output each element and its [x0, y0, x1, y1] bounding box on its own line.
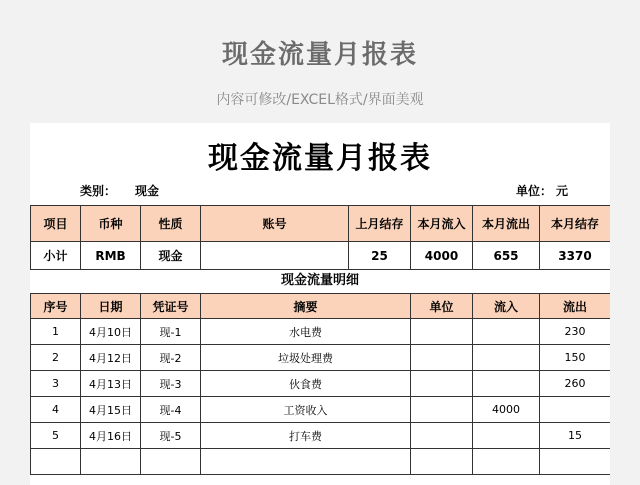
- table-cell[interactable]: [411, 397, 473, 423]
- table-row: [31, 397, 611, 423]
- table-cell[interactable]: [540, 397, 611, 423]
- summary-cell[interactable]: 4000: [411, 242, 473, 270]
- table-cell[interactable]: 现-1: [141, 319, 201, 345]
- table-cell[interactable]: 垃圾处理费: [201, 345, 411, 371]
- table-cell[interactable]: 水电费: [201, 319, 411, 345]
- table-row: [31, 319, 611, 345]
- page-subtitle: 内容可修改/EXCEL格式/界面美观: [216, 92, 424, 108]
- table-cell[interactable]: [411, 319, 473, 345]
- table-cell[interactable]: 现-5: [141, 423, 201, 449]
- table-cell[interactable]: 1: [31, 319, 81, 345]
- summary-table: [30, 205, 610, 270]
- table-cell[interactable]: 4月12日: [81, 345, 141, 371]
- category-label: 类别：: [80, 184, 117, 198]
- table-cell[interactable]: 4月15日: [81, 397, 141, 423]
- table-cell[interactable]: 2: [31, 345, 81, 371]
- summary-cell[interactable]: 3370: [540, 242, 611, 270]
- table-cell[interactable]: [473, 371, 540, 397]
- summary-cell[interactable]: 25: [349, 242, 411, 270]
- table-cell[interactable]: 现-2: [141, 345, 201, 371]
- table-row: [31, 371, 611, 397]
- summary-row: [31, 242, 611, 270]
- detail-header-cell[interactable]: 单位: [411, 294, 473, 319]
- table-row: [31, 423, 611, 449]
- table-cell[interactable]: 伙食费: [201, 371, 411, 397]
- table-cell[interactable]: [473, 345, 540, 371]
- summary-header-row: [31, 206, 611, 242]
- table-cell[interactable]: 4月13日: [81, 371, 141, 397]
- detail-header-cell[interactable]: 流入: [473, 294, 540, 319]
- detail-header-cell[interactable]: 序号: [31, 294, 81, 319]
- summary-header-cell[interactable]: 本月流入: [411, 206, 473, 242]
- table-cell[interactable]: [473, 319, 540, 345]
- table-cell[interactable]: [201, 449, 411, 475]
- detail-header-cell[interactable]: 凭证号: [141, 294, 201, 319]
- detail-table: [30, 293, 610, 475]
- summary-header-cell[interactable]: 本月结存: [540, 206, 611, 242]
- sheet-title: 现金流量月报表: [208, 141, 432, 176]
- table-cell[interactable]: 4: [31, 397, 81, 423]
- table-cell[interactable]: [411, 449, 473, 475]
- summary-header-cell[interactable]: 账号: [201, 206, 349, 242]
- table-cell[interactable]: 打车费: [201, 423, 411, 449]
- spreadsheet-sheet: [30, 123, 610, 485]
- summary-cell[interactable]: 小计: [31, 242, 81, 270]
- detail-header-cell[interactable]: 摘要: [201, 294, 411, 319]
- table-cell[interactable]: 15: [540, 423, 611, 449]
- table-cell[interactable]: 现-3: [141, 371, 201, 397]
- summary-header-cell[interactable]: 性质: [141, 206, 201, 242]
- table-row: [31, 345, 611, 371]
- summary-cell[interactable]: 655: [473, 242, 540, 270]
- detail-header-row: [31, 294, 611, 319]
- unit-value[interactable]: 元: [556, 184, 569, 198]
- summary-cell[interactable]: RMB: [81, 242, 141, 270]
- summary-cell[interactable]: 现金: [141, 242, 201, 270]
- table-cell[interactable]: 3: [31, 371, 81, 397]
- page-title: 现金流量月报表: [221, 40, 418, 70]
- table-cell[interactable]: 4月10日: [81, 319, 141, 345]
- detail-section-title: 现金流量明细: [280, 273, 359, 288]
- category-value[interactable]: 现金: [135, 184, 160, 198]
- table-cell[interactable]: [31, 449, 81, 475]
- table-cell[interactable]: [141, 449, 201, 475]
- detail-header-cell[interactable]: 流出: [540, 294, 611, 319]
- table-cell[interactable]: [473, 423, 540, 449]
- table-cell[interactable]: 4000: [473, 397, 540, 423]
- summary-header-cell[interactable]: 本月流出: [473, 206, 540, 242]
- table-cell[interactable]: 230: [540, 319, 611, 345]
- unit-label: 单位：: [516, 184, 553, 198]
- table-cell[interactable]: 4月16日: [81, 423, 141, 449]
- table-cell[interactable]: [473, 449, 540, 475]
- summary-header-cell[interactable]: 项目: [31, 206, 81, 242]
- detail-table-body: [31, 319, 611, 475]
- table-cell[interactable]: 5: [31, 423, 81, 449]
- table-cell[interactable]: 工资收入: [201, 397, 411, 423]
- table-cell[interactable]: [540, 449, 611, 475]
- table-cell[interactable]: [411, 371, 473, 397]
- table-cell[interactable]: [411, 423, 473, 449]
- table-cell[interactable]: 150: [540, 345, 611, 371]
- summary-cell[interactable]: [201, 242, 349, 270]
- unit-field: [516, 182, 568, 199]
- summary-header-cell[interactable]: 上月结存: [349, 206, 411, 242]
- table-cell[interactable]: 现-4: [141, 397, 201, 423]
- table-cell[interactable]: [411, 345, 473, 371]
- detail-header-cell[interactable]: 日期: [81, 294, 141, 319]
- summary-header-cell[interactable]: 币种: [81, 206, 141, 242]
- table-row: [31, 449, 611, 475]
- table-cell[interactable]: 260: [540, 371, 611, 397]
- table-cell[interactable]: [81, 449, 141, 475]
